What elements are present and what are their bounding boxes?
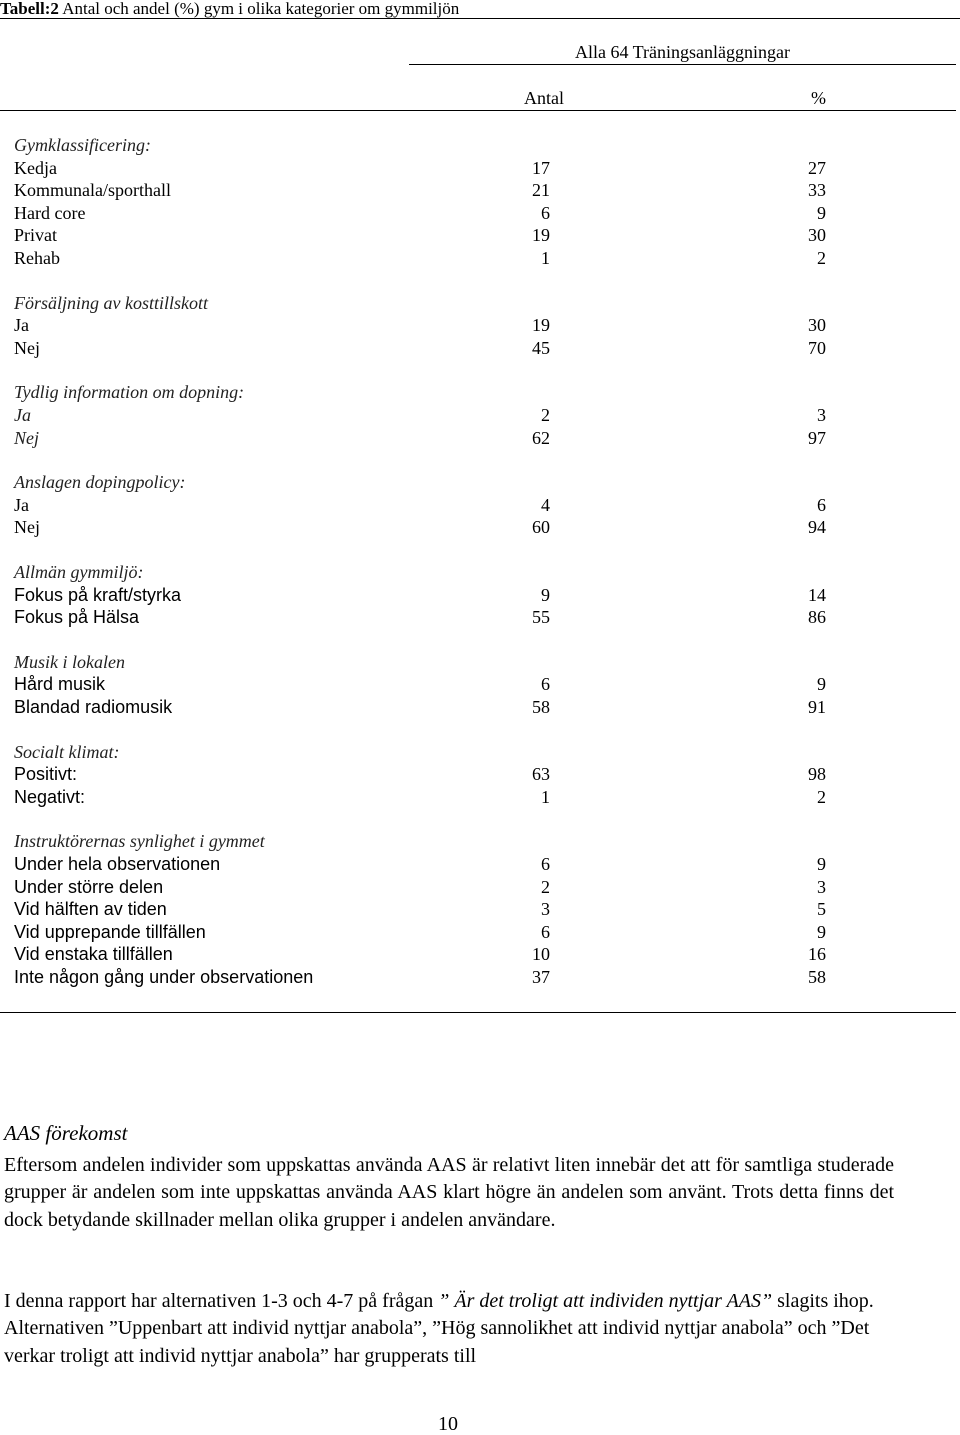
row-label: Kedja [14, 157, 57, 178]
table-row [0, 943, 960, 965]
section-title-text: Socialt klimat: [14, 741, 120, 762]
row-label: Vid enstaka tillfällen [14, 944, 173, 965]
row-percent: 58 [808, 967, 826, 987]
paragraph-text-continued: slagits ihop. Alternativen ”Uppenbart att individ nyttjar anabola”, ”Hög sannolikhet att individ nyttjar anabola” och ”Det verkar troligt att individ nyttjar anabola” har grupperats till [4, 1290, 874, 1367]
section-title-text: Gymklassificering: [14, 135, 151, 155]
row-antal: 1 [541, 786, 550, 807]
table-row [0, 179, 960, 201]
table-section-title [0, 830, 960, 852]
row-label: Nej [14, 337, 40, 358]
row-antal: 6 [541, 921, 550, 942]
row-antal: 2 [541, 405, 550, 425]
table-row [0, 673, 960, 695]
row-label: Blandad radiomusik [14, 697, 173, 717]
row-label: Hard core [14, 202, 86, 223]
row-antal: 4 [541, 494, 550, 515]
row-label: Positivt: [14, 764, 78, 785]
row-percent: 33 [808, 180, 826, 201]
row-antal: 9 [541, 584, 550, 605]
table-row [0, 427, 960, 449]
table-row [0, 876, 960, 898]
table-row [0, 314, 960, 336]
row-percent: 6 [817, 494, 826, 515]
row-antal: 55 [532, 607, 550, 628]
row-antal: 19 [532, 315, 550, 336]
row-label: Hård musik [14, 674, 106, 695]
row-antal: 3 [541, 899, 550, 920]
column-header-percent: % [811, 88, 826, 108]
row-percent: 9 [817, 854, 826, 874]
row-antal: 17 [532, 157, 550, 178]
table-row [0, 606, 960, 628]
body-paragraph: Eftersom andelen individer som uppskattas använda AAS är relativt liten innebär det att för samtliga studerade grupper är andelen som inte uppskattas använda AAS klart högre än andelen som använt. Trots detta finns det dock betydande skillnader mellan olika grupper i andelen användare. [4, 1154, 894, 1231]
section-title-text: Anslagen dopingpolicy: [14, 472, 186, 493]
row-percent: 98 [808, 764, 826, 785]
row-percent: 9 [817, 202, 826, 223]
table-caption-label: Tabell:2 [0, 0, 59, 18]
table-section-title [0, 651, 960, 673]
table-row [0, 696, 960, 718]
row-label: Inte någon gång under observationen [14, 967, 314, 987]
row-label: Nej [14, 427, 39, 448]
row-percent: 5 [817, 899, 826, 920]
table-row [0, 966, 960, 988]
table-row [0, 786, 960, 808]
table-caption-text: Antal och andel (%) gym i olika kategorier om gymmiljön [58, 0, 460, 18]
row-percent: 94 [808, 517, 826, 538]
table-section-title [0, 134, 960, 156]
paragraph-text: I denna rapport har alternativen 1-3 och 4-7 på frågan [4, 1290, 439, 1312]
table-row [0, 247, 960, 269]
row-percent: 3 [817, 405, 826, 425]
section-title-text: Instruktörernas synlighet i gymmet [14, 831, 265, 852]
row-antal: 6 [541, 854, 550, 874]
row-antal: 60 [532, 517, 550, 538]
row-percent: 27 [808, 157, 826, 178]
row-percent: 14 [808, 584, 826, 605]
table-section-title [0, 471, 960, 493]
row-percent: 16 [808, 944, 826, 965]
row-percent: 9 [817, 921, 826, 942]
row-label: Vid hälften av tiden [14, 899, 167, 920]
body-paragraph-2 [4, 1288, 894, 1370]
row-label: Kommunala/sporthall [14, 180, 171, 201]
row-antal: 63 [532, 764, 550, 785]
row-antal: 37 [532, 967, 550, 987]
row-antal: 62 [532, 427, 550, 448]
row-label: Ja [14, 494, 29, 515]
row-label: Rehab [14, 248, 60, 268]
table-row [0, 224, 960, 246]
row-label: Vid upprepande tillfällen [14, 921, 206, 942]
section-title-text: Tydlig information om dopning: [14, 382, 245, 403]
table-row [0, 337, 960, 359]
row-label: Ja [14, 405, 31, 425]
row-percent: 86 [808, 607, 826, 628]
row-percent: 70 [808, 337, 826, 358]
column-header-antal: Antal [524, 88, 564, 108]
section-title-text: Försäljning av kosttillskott [14, 292, 208, 313]
row-antal: 6 [541, 202, 550, 223]
table-section-title [0, 561, 960, 583]
table-row [0, 202, 960, 224]
table-row [0, 898, 960, 920]
column-group-header: Alla 64 Träningsanläggningar [575, 42, 790, 62]
row-antal: 45 [532, 337, 550, 358]
row-percent: 2 [817, 786, 826, 807]
row-label: Nej [14, 517, 40, 538]
row-label: Ja [14, 315, 29, 336]
page-number: 10 [438, 1413, 458, 1435]
row-percent: 30 [808, 315, 826, 336]
row-percent: 9 [817, 674, 826, 695]
section-title-text: Musik i lokalen [14, 651, 125, 672]
row-antal: 58 [532, 697, 550, 717]
row-label: Fokus på Hälsa [14, 607, 140, 628]
section-heading: AAS förekomst [4, 1121, 128, 1145]
question-quote: ” Är det troligt att individen nyttjar AAS” [438, 1290, 773, 1312]
row-antal: 10 [532, 944, 550, 965]
table-row [0, 921, 960, 943]
row-antal: 6 [541, 674, 550, 695]
section-title-text: Allmän gymmiljö: [14, 562, 144, 582]
row-label: Privat [14, 225, 57, 246]
row-percent: 2 [817, 248, 826, 268]
table-row [0, 763, 960, 785]
table-section-title [0, 292, 960, 314]
table-row [0, 494, 960, 516]
table-section-title [0, 741, 960, 763]
table-row [0, 584, 960, 606]
table-row [0, 516, 960, 538]
row-antal: 2 [541, 876, 550, 897]
row-percent: 30 [808, 225, 826, 246]
row-label: Under hela observationen [14, 854, 221, 874]
row-label: Negativt: [14, 786, 86, 807]
table-section-title [0, 381, 960, 403]
row-antal: 19 [532, 225, 550, 246]
table-bottom-divider [0, 1012, 956, 1013]
table-row [0, 157, 960, 179]
row-label: Fokus på kraft/styrka [14, 584, 182, 605]
row-label: Under större delen [14, 876, 164, 897]
row-percent: 3 [817, 876, 826, 897]
row-antal: 1 [541, 248, 550, 268]
row-percent: 91 [808, 697, 826, 717]
row-antal: 21 [532, 180, 550, 201]
table-row [0, 404, 960, 426]
table-row [0, 853, 960, 875]
row-percent: 97 [808, 427, 826, 448]
